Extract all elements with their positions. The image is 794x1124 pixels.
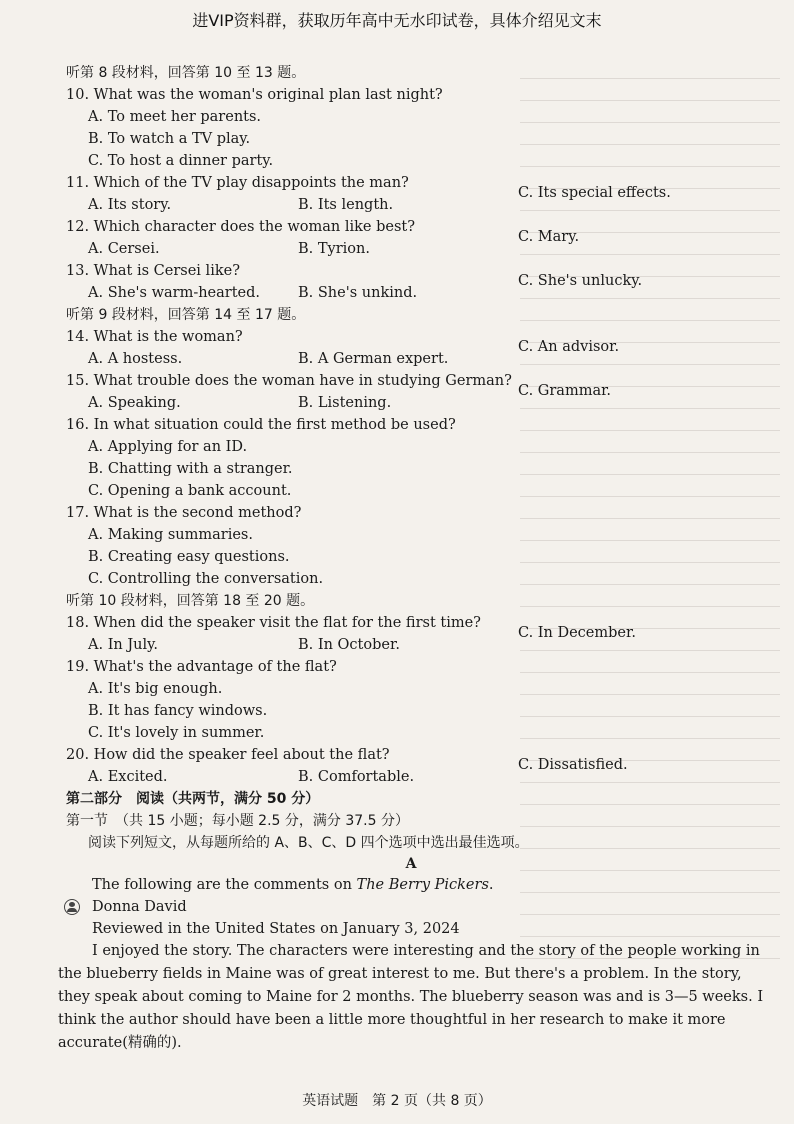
question-stem: 15. What trouble does the woman have in studying German? bbox=[66, 373, 512, 389]
exam-content bbox=[58, 62, 776, 1055]
option-c: C. Grammar. bbox=[518, 383, 612, 399]
answer-option: C. Controlling the conversation. bbox=[88, 571, 324, 587]
option-c: C. Dissatisfied. bbox=[518, 757, 628, 773]
option-c: C. An advisor. bbox=[518, 339, 620, 355]
question-stem: 16. In what situation could the first method be used? bbox=[66, 417, 456, 433]
option-b: B. Comfortable. bbox=[298, 769, 415, 785]
answer-options-row bbox=[66, 185, 776, 216]
review-line: accurate(精确的). bbox=[58, 1035, 182, 1051]
part-two-heading: 第二部分 阅读（共两节，满分 50 分） bbox=[66, 791, 320, 807]
option-a: A. A hostess. bbox=[88, 351, 183, 367]
question-stem: 20. How did the speaker feel about the flat? bbox=[66, 747, 390, 763]
review-line: they speak about coming to Maine for 2 months. The blueberry season was and is 3—5 weeks. I bbox=[58, 989, 764, 1005]
question-stem: 19. What's the advantage of the flat? bbox=[66, 659, 337, 675]
intro-prefix: The following are the comments on bbox=[92, 877, 357, 893]
option-a: A. Cersei. bbox=[88, 241, 160, 257]
answer-option: B. Creating easy questions. bbox=[88, 549, 290, 565]
option-c: C. Its special effects. bbox=[518, 185, 671, 201]
question-stem: 10. What was the woman's original plan last night? bbox=[66, 87, 443, 103]
answer-option: A. To meet her parents. bbox=[88, 109, 262, 125]
answer-option: C. To host a dinner party. bbox=[88, 153, 274, 169]
question-stem: 11. Which of the TV play disappoints the man? bbox=[66, 175, 409, 191]
option-b: B. She's unkind. bbox=[298, 285, 418, 301]
answer-options-row bbox=[66, 757, 776, 788]
section-one-heading: 第一节 （共 15 小题；每小题 2.5 分，满分 37.5 分） bbox=[66, 813, 409, 829]
option-b: B. Its length. bbox=[298, 197, 394, 213]
reviewer-name: Donna David bbox=[92, 899, 187, 915]
option-c: C. Mary. bbox=[518, 229, 580, 245]
question-stem: 13. What is Cersei like? bbox=[66, 263, 240, 279]
answer-options-row bbox=[66, 339, 776, 370]
review-line: the blueberry fields in Maine was of great interest to me. But there's a problem. In the story, bbox=[58, 966, 742, 982]
book-title: The Berry Pickers bbox=[356, 877, 489, 893]
question-stem: 14. What is the woman? bbox=[66, 329, 243, 345]
option-a: A. Excited. bbox=[88, 769, 168, 785]
reviewer-row bbox=[66, 896, 776, 918]
answer-options-row bbox=[66, 273, 776, 304]
answer-option: A. It's big enough. bbox=[88, 681, 223, 697]
answer-options-row bbox=[66, 383, 776, 414]
answer-options-row bbox=[66, 625, 776, 656]
answer-option: B. To watch a TV play. bbox=[88, 131, 251, 147]
review-line: I enjoyed the story. The characters were interesting and the story of the people working in bbox=[92, 943, 760, 959]
vip-banner: 进VIP资料群，获取历年高中无水印试卷，具体介绍见文末 bbox=[192, 11, 602, 30]
material-heading: 听第 9 段材料，回答第 14 至 17 题。 bbox=[66, 307, 306, 323]
review-date: Reviewed in the United States on January 3, 2024 bbox=[92, 921, 460, 937]
option-a: A. Its story. bbox=[88, 197, 172, 213]
passage-intro bbox=[66, 874, 776, 896]
intro-suffix: . bbox=[488, 877, 494, 893]
option-b: B. In October. bbox=[298, 637, 400, 653]
option-c: C. In December. bbox=[518, 625, 636, 641]
option-b: B. A German expert. bbox=[298, 351, 449, 367]
answer-option: B. Chatting with a stranger. bbox=[88, 461, 293, 477]
option-c: C. She's unlucky. bbox=[518, 273, 643, 289]
option-a: A. She's warm-hearted. bbox=[88, 285, 261, 301]
option-b: B. Listening. bbox=[298, 395, 392, 411]
option-a: A. In July. bbox=[88, 637, 159, 653]
passage-letter: A bbox=[405, 856, 417, 872]
user-avatar-icon bbox=[64, 899, 80, 915]
option-a: A. Speaking. bbox=[88, 395, 181, 411]
page-footer: 英语试题 第 2 页（共 8 页） bbox=[302, 1093, 492, 1109]
reading-instruction: 阅读下列短文，从每题所给的 A、B、C、D 四个选项中选出最佳选项。 bbox=[88, 835, 529, 851]
answer-options-row bbox=[66, 229, 776, 260]
listening-section bbox=[66, 62, 776, 788]
question-stem: 12. Which character does the woman like best? bbox=[66, 219, 416, 235]
option-b: B. Tyrion. bbox=[298, 241, 370, 257]
answer-option: C. Opening a bank account. bbox=[88, 483, 292, 499]
answer-option: B. It has fancy windows. bbox=[88, 703, 268, 719]
question-stem: 18. When did the speaker visit the flat for the first time? bbox=[66, 615, 481, 631]
answer-option: A. Making summaries. bbox=[88, 527, 253, 543]
material-heading: 听第 10 段材料，回答第 18 至 20 题。 bbox=[66, 593, 315, 609]
review-line: think the author should have been a little more thoughtful in her research to make it more bbox=[58, 1012, 726, 1028]
answer-option: A. Applying for an ID. bbox=[88, 439, 248, 455]
answer-option: C. It's lovely in summer. bbox=[88, 725, 265, 741]
review-body bbox=[58, 940, 776, 1055]
material-heading: 听第 8 段材料，回答第 10 至 13 题。 bbox=[66, 65, 306, 81]
question-stem: 17. What is the second method? bbox=[66, 505, 302, 521]
